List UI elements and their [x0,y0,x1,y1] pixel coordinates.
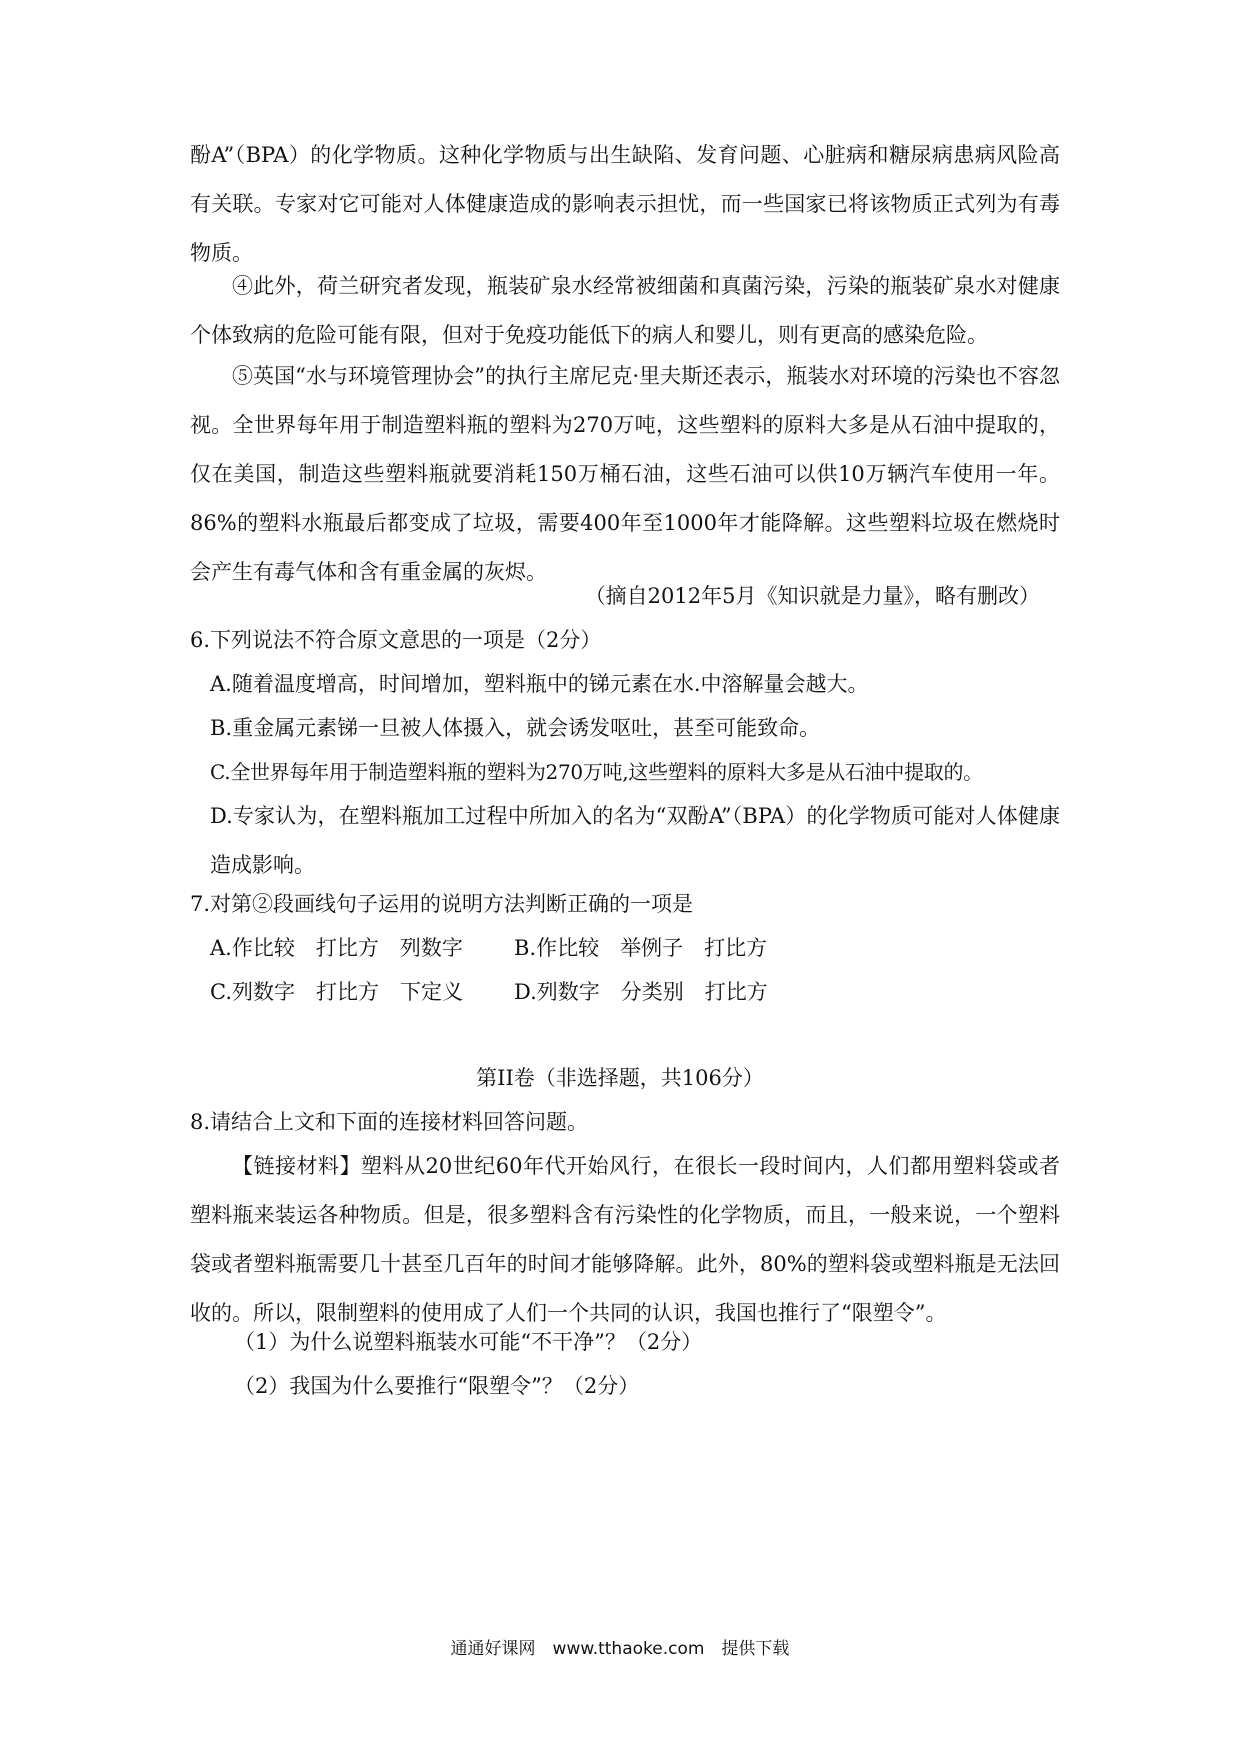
passage-paragraph-3-continued: 酚A”（BPA）的化学物质。这种化学物质与出生缺陷、发育问题、心脏病和糖尿病患病风险高有关联。专家对它可能对人体健康造成的影响表示担忧，而一些国家已将该物质正式列为有毒物质。 [190,143,1060,265]
question-7-option-d: D.列数字 分类别 打比方 [514,980,768,1004]
question-8-subquestion-2: （2）我国为什么要推行“限塑令”？（2分） [234,1374,640,1398]
section-2-title: 第II卷（非选择题，共106分） [476,1066,764,1090]
question-7-option-a: A.作比较 打比方 列数字 [210,936,463,960]
question-8-stem: 8.请结合上文和下面的连接材料回答问题。 [190,1110,589,1134]
question-7-option-c: C.列数字 打比方 下定义 [210,980,463,1004]
passage-paragraph-4: ④此外，荷兰研究者发现，瓶装矿泉水经常被细菌和真菌污染，污染的瓶装矿泉水对健康个体致病的危险可能有限，但对于免疫功能低下的病人和婴儿，则有更高的感染危险。 [190,274,1060,347]
passage-paragraph-5: ⑤英国“水与环境管理协会”的执行主席尼克·里夫斯还表示，瓶装水对环境的污染也不容忽视。全世界每年用于制造塑料瓶的塑料为270万吨，这些塑料的原料大多是从石油中提取的，仅在美国，制造这些塑料瓶就要消耗150万桶石油，这些石油可以供10万辆汽车使用一年。86%的塑料水瓶最后都变成了垃圾，需要400年至1000年才能降解。这些塑料垃圾在燃烧时会产生有毒气体和含有重金属的灰烬。 [190,364,1060,584]
passage-source: （摘自2012年5月《知识就是力量》，略有删改） [584,584,1040,608]
question-6-option-c: C.全世界每年用于制造塑料瓶的塑料为270万吨,这些塑料的原料大多是从石油中提取的。 [210,760,983,784]
question-6-stem: 6.下列说法不符合原文意思的一项是（2分） [190,628,602,652]
question-6-option-d: D.专家认为，在塑料瓶加工过程中所加入的名为“双酚A”（BPA）的化学物质可能对人体健康造成影响。 [210,804,1060,877]
question-6-option-a: A.随着温度增高，时间增加，塑料瓶中的锑元素在水.中溶解量会越大。 [210,672,869,696]
page-footer: 通通好课网 www.tthaoke.com 提供下载 [450,1639,790,1659]
question-8-subquestion-1: （1）为什么说塑料瓶装水可能“不干净”？（2分） [234,1330,703,1354]
question-6-option-b: B.重金属元素锑一旦被人体摄入，就会诱发呕吐，甚至可能致命。 [210,716,821,740]
question-8-linked-material: 【链接材料】塑料从20世纪60年代开始风行，在很长一段时间内，人们都用塑料袋或者塑料瓶来装运各种物质。但是，很多塑料含有污染性的化学物质，而且，一般来说，一个塑料袋或者塑料瓶需要几十甚至几百年的时间才能够降解。此外，80%的塑料袋或塑料瓶是无法回收的。所以，限制塑料的使用成了人们一个共同的认识，我国也推行了“限塑令”。 [190,1154,1060,1325]
question-7-option-b: B.作比较 举例子 打比方 [514,936,768,960]
question-7-stem: 7.对第②段画线句子运用的说明方法判断正确的一项是 [190,892,694,916]
